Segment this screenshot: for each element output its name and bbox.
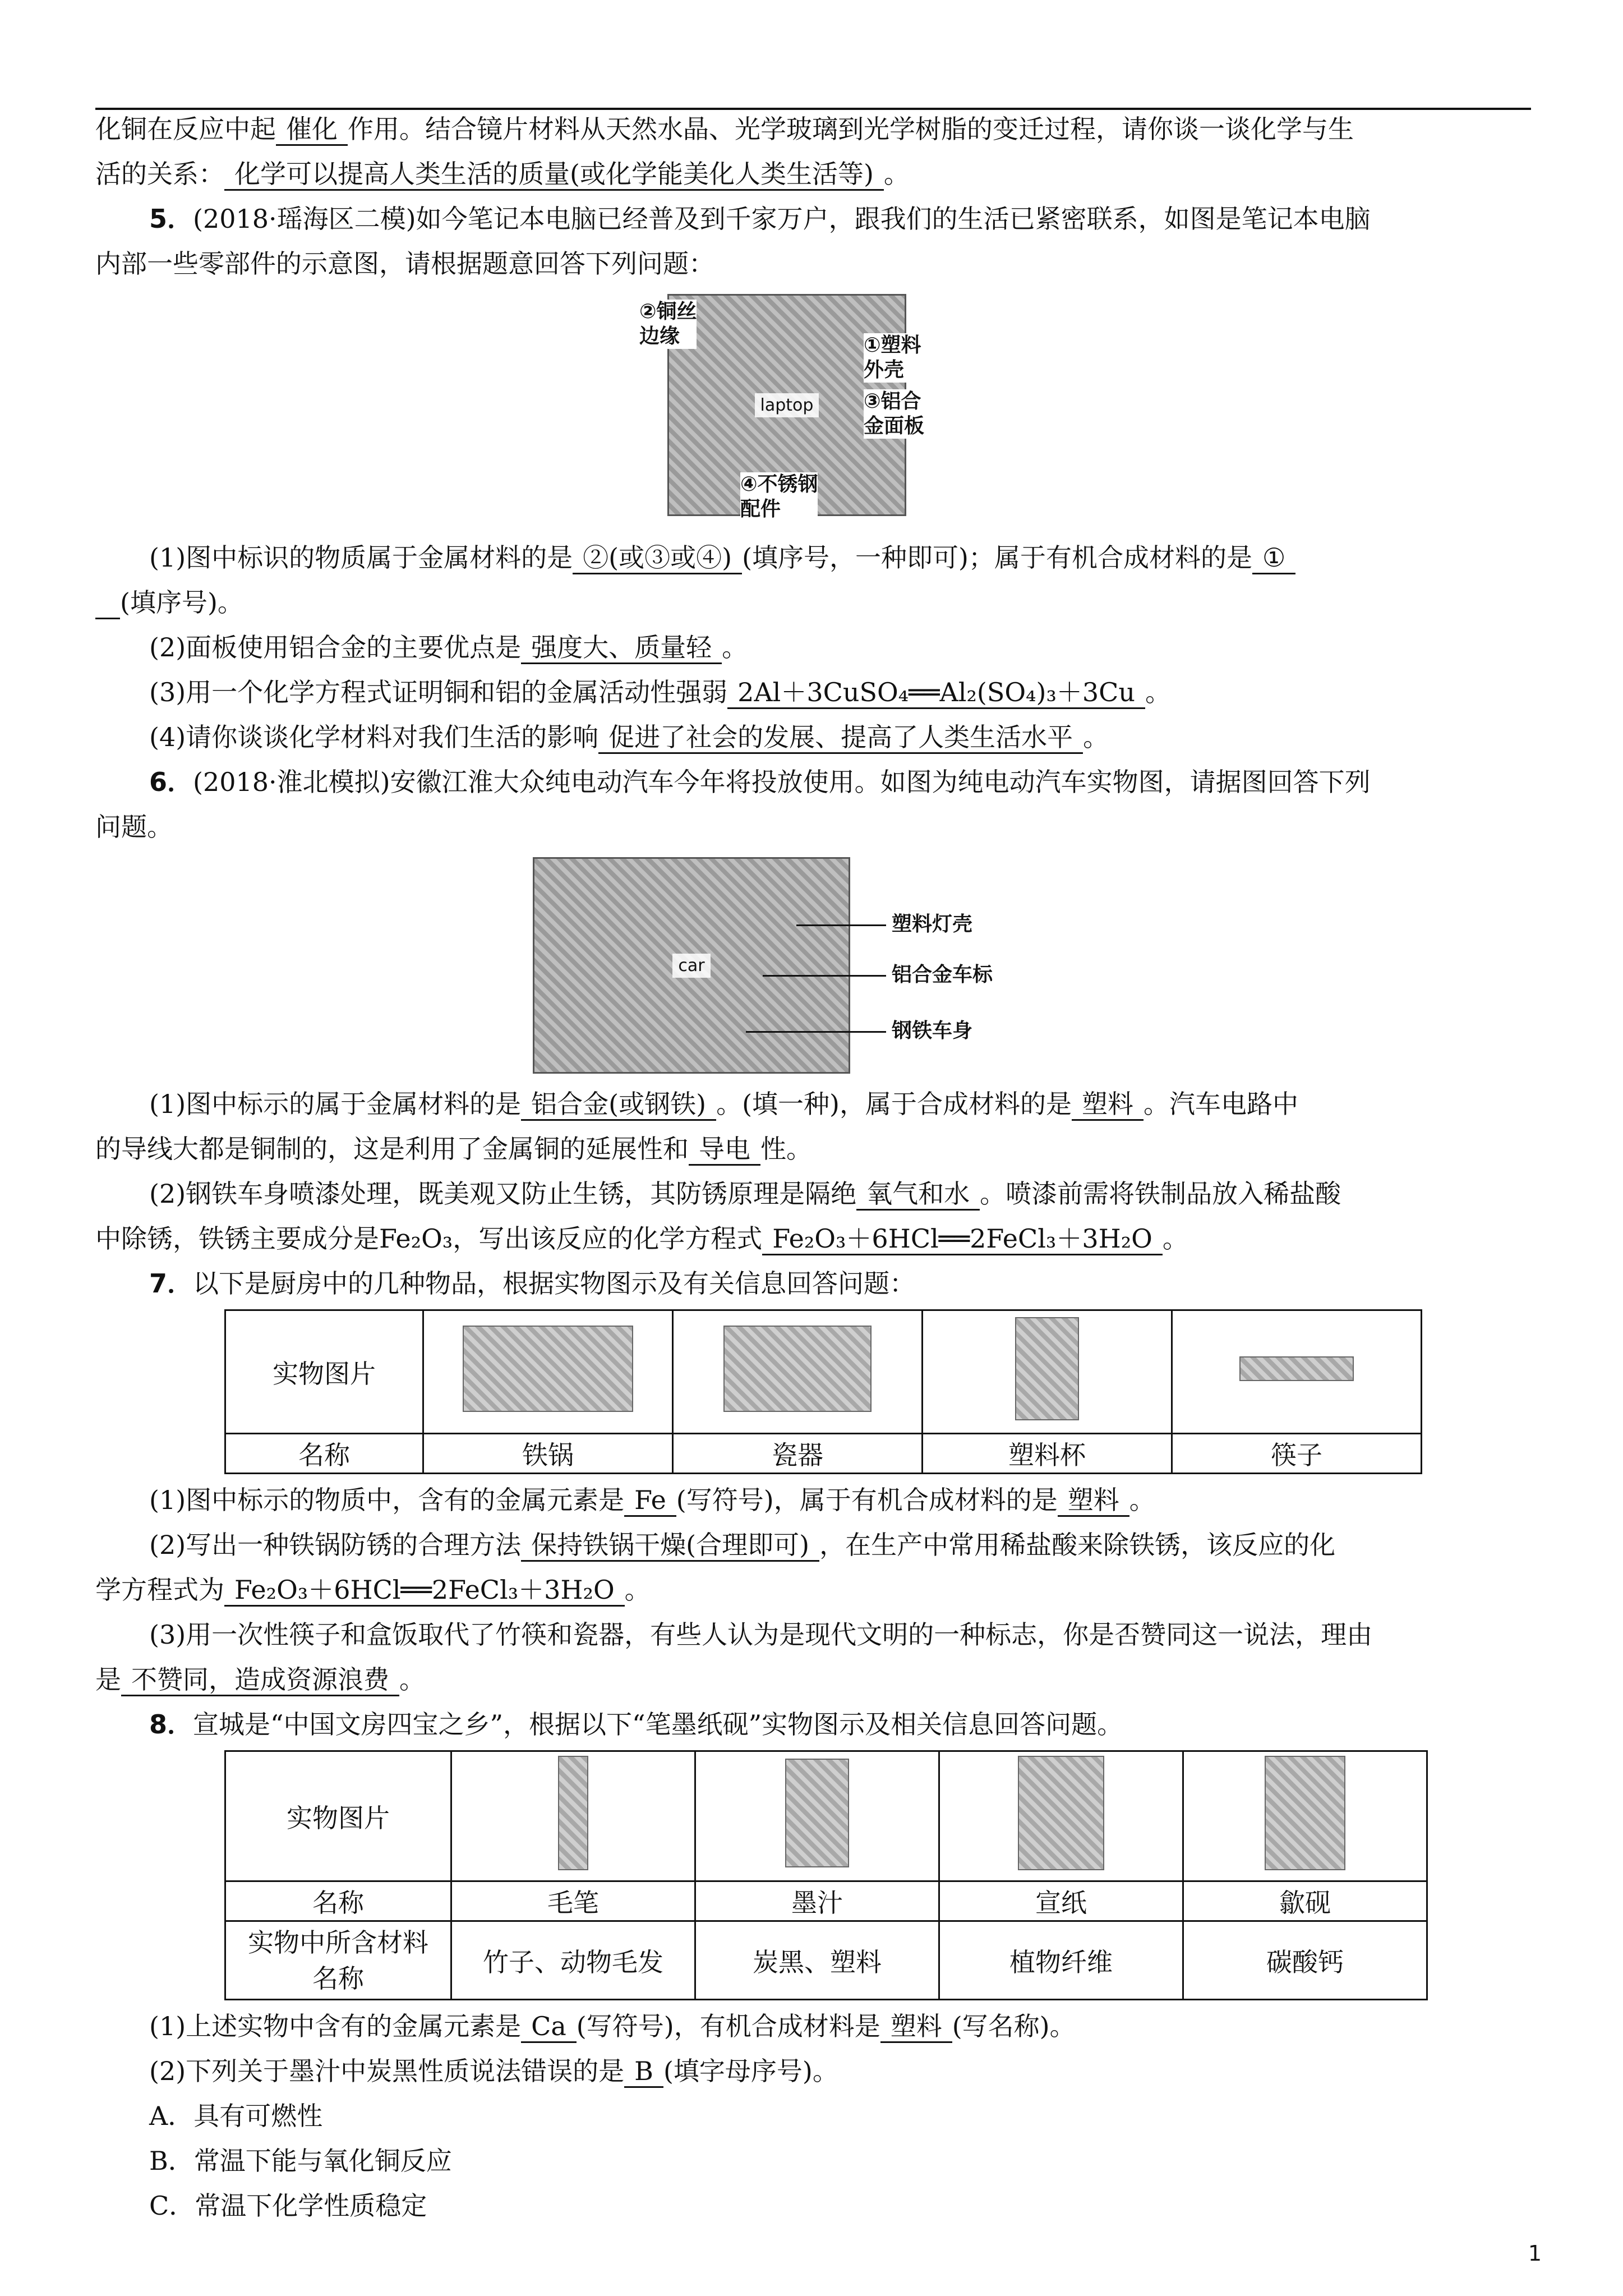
answer-q6-metal: 铝合金(或钢铁): [521, 1089, 716, 1121]
stationery-item-name: 毛笔: [451, 1881, 695, 1921]
answer-q8-element: Ca: [521, 2011, 577, 2043]
answer-chem-life: 化学可以提高人类生活的质量(或化学能美化人类生活等): [224, 159, 884, 191]
label-aluminium: ③铝合: [864, 390, 921, 413]
answer-q6-synthetic: 塑料: [1072, 1089, 1144, 1121]
wok-image: [463, 1326, 633, 1412]
brush-image: [558, 1756, 588, 1870]
stationery-material: 碳酸钙: [1183, 1921, 1427, 2000]
stationery-material: 炭黑、塑料: [695, 1921, 939, 2000]
q6-stem-line-2: 问题。: [95, 812, 173, 842]
answer-q7-opinion: 不赞同，造成资源浪费: [121, 1664, 399, 1696]
q6-number: 6．: [149, 767, 193, 797]
answer-q5-equation: 2Al＋3CuSO₄══Al₂(SO₄)₃＋3Cu: [727, 677, 1145, 709]
car-photo: car: [533, 857, 850, 1074]
q7-number: 7．: [149, 1268, 193, 1299]
stationery-item-name: 宣纸: [939, 1881, 1183, 1921]
q6-part1-line1: (1)图中标示的属于金属材料的是 铝合金(或钢铁) 。(填一种)，属于合成材料的是 塑料 。汽车电路中: [95, 1082, 1531, 1126]
kitchen-name-label: 名称: [225, 1434, 423, 1474]
stationery-item-name: 歙砚: [1183, 1881, 1427, 1921]
page-number: 1: [1528, 2241, 1542, 2266]
label-alloy-logo: 铝合金车标: [892, 963, 993, 986]
label-steel-body: 钢铁车身: [892, 1019, 973, 1042]
continued-line-2: 活的关系： 化学可以提高人类生活的质量(或化学能美化人类生活等) 。: [95, 151, 1531, 196]
answer-q5-impact: 促进了社会的发展、提高了人类生活水平: [598, 722, 1083, 754]
continued-line-1: 化铜在反应中起 催化 作用。结合镜片材料从天然水晶、光学玻璃到光学树脂的变迁过程，请你谈一谈化学与生: [95, 107, 1531, 151]
kitchen-items-table: [224, 1309, 1422, 1474]
laptop-figure: laptop ②铜丝 边缘 ①塑料 外壳 ③铝合 金面板 ④不锈钢 配件: [634, 294, 993, 530]
q5-part1-line2: (填序号)。: [95, 580, 1531, 625]
answer-q6-isolate: 氧气和水: [856, 1179, 980, 1211]
stationery-item-name: 墨汁: [695, 1881, 939, 1921]
xuan-paper-image: [1018, 1756, 1104, 1870]
answer-q5-advantage: 强度大、质量轻: [521, 632, 722, 664]
q7-stem: 7．以下是厨房中的几种物品，根据实物图示及有关信息回答问题：: [149, 1268, 916, 1299]
kitchen-item-name: 瓷器: [673, 1434, 923, 1474]
car-figure: [533, 857, 1094, 1076]
q7-part2-line2: 学方程式为 Fe₂O₃＋6HCl══2FeCl₃＋3H₂O 。: [95, 1567, 1531, 1612]
q7-part3-line1: (3)用一次性筷子和盒饭取代了竹筷和瓷器，有些人认为是现代文明的一种标志，你是否赞同这一说法，理由: [149, 1619, 1373, 1650]
answer-q8-organic: 塑料: [880, 2011, 952, 2043]
label-plastic-lamp: 塑料灯壳: [892, 913, 973, 936]
stationery-photo-label: 实物图片: [225, 1751, 451, 1881]
label-steel: ④不锈钢: [740, 473, 818, 496]
q7-part1: (1)图中标示的物质中，含有的金属元素是 Fe (写符号)，属于有机合成材料的是 塑料 。: [95, 1478, 1531, 1522]
q8-option-c: C．常温下化学性质稳定: [149, 2191, 427, 2221]
q6-stem-line-1: 6．(2018·淮北模拟)安徽江淮大众纯电动汽车今年将投放使用。如图为纯电动汽车实物图，请据图回答下列: [149, 767, 1371, 797]
stationery-table: [224, 1750, 1428, 2000]
stationery-material: 竹子、动物毛发: [451, 1921, 695, 2000]
stationery-name-label: 名称: [225, 1881, 451, 1921]
answer-q7-element: Fe: [624, 1485, 676, 1517]
worksheet-page: [95, 107, 1531, 2228]
stationery-material: 植物纤维: [939, 1921, 1183, 2000]
answer-q6-conductivity: 导电: [689, 1134, 760, 1166]
label-copper: ②铜丝: [639, 300, 697, 323]
q5-number: 5．: [149, 204, 193, 234]
answer-catalyst: 催化: [276, 114, 348, 146]
chopsticks-image: [1239, 1356, 1354, 1381]
q6-part2-line1: (2)钢铁车身喷漆处理，既美观又防止生锈，其防锈原理是隔绝 氧气和水 。喷漆前需将铁制品放入稀盐酸: [95, 1171, 1531, 1216]
q8-part2: (2)下列关于墨汁中炭黑性质说法错误的是 B (填字母序号)。: [95, 2049, 1531, 2093]
q5-part1-line1: (1)图中标识的物质属于金属材料的是 ②(或③或④) (填序号，一种即可)；属于有机合成材料的是 ①: [95, 535, 1531, 580]
answer-q5-organic: ①: [1252, 542, 1295, 574]
q5-part2: (2)面板使用铝合金的主要优点是 强度大、质量轻 。: [95, 625, 1531, 670]
kitchen-photo-label: 实物图片: [225, 1310, 423, 1434]
q8-option-a: A．具有可燃性: [149, 2101, 323, 2131]
q7-part2-line1: (2)写出一种铁锅防锈的合理方法 保持铁锅干燥(合理即可) ，在生产中常用稀盐酸来除铁锈，该反应的化: [95, 1522, 1531, 1567]
q8-stem: 8．宣城是“中国文房四宝之乡”，根据以下“笔墨纸砚”实物图示及相关信息回答问题。: [149, 1709, 1123, 1740]
q8-number: 8．: [149, 1709, 193, 1740]
q8-part1: (1)上述实物中含有的金属元素是 Ca (写符号)，有机合成材料是 塑料 (写名称)。: [95, 2004, 1531, 2049]
laptop-photo: laptop: [667, 294, 906, 516]
answer-q7-equation: Fe₂O₃＋6HCl══2FeCl₃＋3H₂O: [224, 1575, 625, 1607]
porcelain-bowl-image: [723, 1326, 872, 1412]
ink-bottle-image: [785, 1759, 849, 1867]
answer-q8-choice: B: [624, 2056, 663, 2088]
q5-stem-line-1: 5．(2018·瑶海区二模)如今笔记本电脑已经普及到千家万户，跟我们的生活已紧密联系，如图是笔记本电脑: [149, 204, 1371, 234]
plastic-cup-image: [1015, 1317, 1079, 1420]
label-plastic: ①塑料: [864, 334, 921, 357]
answer-q6-equation: Fe₂O₃＋6HCl══2FeCl₃＋3H₂O: [762, 1223, 1163, 1255]
stationery-material-label: 实物中所含材料名称: [225, 1921, 451, 2000]
answer-q7-rustproof: 保持铁锅干燥(合理即可): [521, 1530, 819, 1562]
q8-option-b: B．常温下能与氧化铜反应: [149, 2146, 452, 2176]
inkstone-image: [1265, 1756, 1345, 1870]
q5-part3: (3)用一个化学方程式证明铜和铝的金属活动性强弱 2Al＋3CuSO₄══Al₂(SO₄)₃＋3Cu 。: [95, 670, 1531, 715]
q5-part4: (4)请你谈谈化学材料对我们生活的影响 促进了社会的发展、提高了人类生活水平 。: [95, 715, 1531, 760]
kitchen-item-name: 塑料杯: [923, 1434, 1172, 1474]
q7-part3-line2: 是 不赞同，造成资源浪费 。: [95, 1657, 1531, 1702]
q5-stem-line-2: 内部一些零部件的示意图，请根据题意回答下列问题：: [95, 249, 714, 279]
kitchen-item-name: 铁锅: [423, 1434, 673, 1474]
answer-q5-metal: ②(或③或④): [573, 542, 742, 574]
answer-q7-organic: 塑料: [1058, 1485, 1129, 1517]
q6-part1-line2: 的导线大都是铜制的，这是利用了金属铜的延展性和 导电 性。: [95, 1126, 1531, 1171]
q6-part2-line2: 中除锈，铁锈主要成分是Fe₂O₃，写出该反应的化学方程式 Fe₂O₃＋6HCl══2FeCl₃＋3H₂O 。: [95, 1216, 1531, 1261]
kitchen-item-name: 筷子: [1172, 1434, 1422, 1474]
